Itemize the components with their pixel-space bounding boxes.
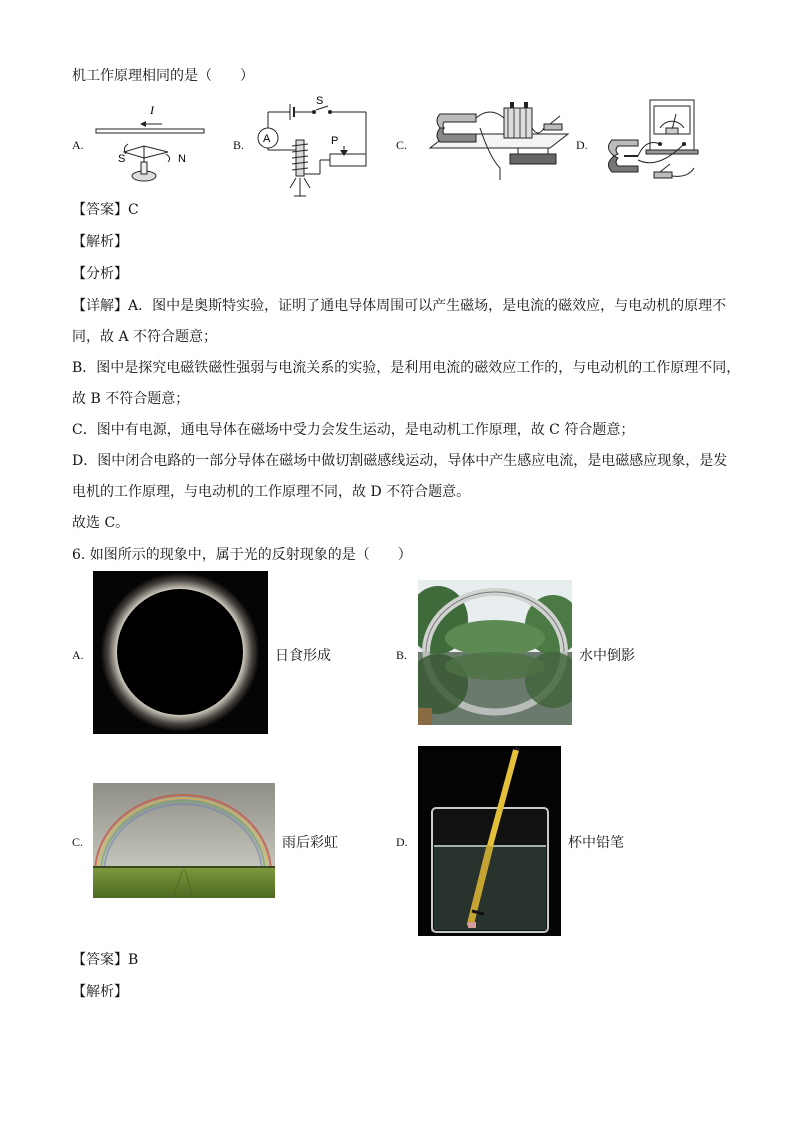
pencil-in-water-photo [418,746,561,936]
option-6a-label: A. [72,648,84,662]
detail-5-line-4: 故 B 不符合题意； [72,391,190,407]
option-6a-caption: 日食形成 [275,648,331,664]
north-label: N [178,153,186,165]
option-c-label: C. [396,138,408,152]
option-6d-label: D. [396,835,408,849]
bridge-reflection-photo [418,580,572,725]
eclipse-photo [93,571,268,734]
option-6b-label: B. [396,648,408,662]
answer-5: 【答案】C [72,202,139,218]
detail-5-line-8: 故选 C。 [72,515,130,531]
option-a-label: A. [72,138,84,152]
question-6: 6. 如图所示的现象中，属于光的反射现象的是（ ） [72,547,412,563]
oersted-figure [92,100,208,186]
generator-figure [598,98,704,184]
slider-label: P [331,135,339,147]
analysis-5: 【解析】 [72,234,128,250]
detail-5-line-5: C．图中有电源，通电导体在磁场中受力会发生运动，是电动机工作原理，故 C 符合题意； [72,422,635,438]
option-d-label: D. [576,138,588,152]
option-6c-label: C. [72,835,84,849]
option-6d-caption: 杯中铅笔 [568,835,624,851]
electromagnet-figure [254,94,372,198]
current-label: I [150,103,154,117]
option-b-label: B. [233,138,245,152]
ammeter-label: A [263,133,271,145]
fenxi-5: 【分析】 [72,266,128,282]
option-6c-caption: 雨后彩虹 [282,835,338,851]
answer-6: 【答案】B [72,952,139,968]
detail-5-line-1: 【详解】A．图中是奥斯特实验，证明了通电导体周围可以产生磁场，是电流的磁效应，与电动机的原理不 [72,298,727,314]
detail-5-line-6: D．图中闭合电路的一部分导体在磁场中做切割磁感线运动，导体中产生感应电流，是电磁感应现象，是发 [72,453,728,469]
detail-5-line-3: B．图中是探究电磁铁磁性强弱与电流关系的实验，是利用电流的磁效应工作的，与电动机的工作原理不同， [72,360,741,376]
rainbow-photo [93,783,275,898]
south-label: S [118,153,126,165]
detail-5-line-7: 电机的工作原理，与电动机的工作原理不同，故 D 不符合题意。 [72,484,471,500]
analysis-6: 【解析】 [72,984,128,1000]
detail-5-line-2: 同，故 A 不符合题意； [72,329,218,345]
switch-label: S [316,95,324,107]
motor-figure [420,98,570,182]
question-5-tail: 机工作原理相同的是（ ） [72,68,254,84]
option-6b-caption: 水中倒影 [579,648,635,664]
